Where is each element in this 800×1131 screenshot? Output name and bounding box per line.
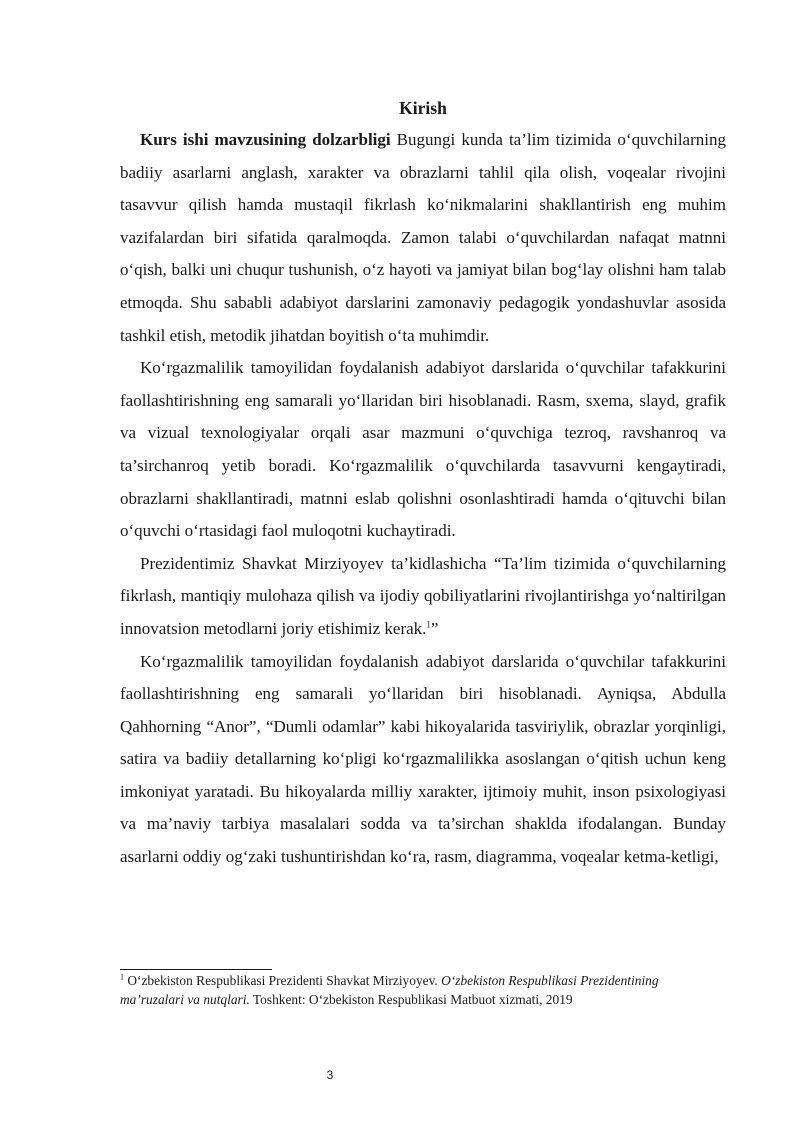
paragraph-president-quote — [120, 548, 726, 646]
page-number: 3 — [326, 1068, 334, 1082]
paragraph-qahhor-stories — [120, 646, 726, 874]
paragraph-text: Ko‘rgazmalilik tamoyilidan foydalanish adabiyot darslarida o‘quvchilar tafakkurini faollashtirishning eng samarali yo‘llaridan biri hisoblanadi. Ayniqsa, Abdulla Qahhorning “Anor”, “Dumli odamlar” kabi hikoyalarida tasviriylik, obrazlar yorqinligi, satira va badiiy detallarning ko‘pligi ko‘rgazmalilikka asoslangan o‘qitish uchun keng imkoniyat yaratadi. Bu hikoyalarda milliy xarakter, ijtimoiy muhit, inson psixologiyasi va ma’naviy tarbiya masalalari sodda va ta’sirchan shaklda ifodalangan. Bunday asarlarni oddiy og‘zaki tushuntirishdan ko‘ra, rasm, diagramma, voqealar ketma-ketligi, — [120, 651, 726, 867]
paragraph-lead: Kurs ishi mavzusining dolzarbligi — [140, 130, 391, 149]
footnote-divider — [120, 969, 272, 970]
footnote-author: O‘zbekiston Respublikasi Prezidenti Shavkat Mirziyoyev. — [124, 973, 442, 988]
paragraph-text: Ko‘rgazmalilik tamoyilidan foydalanish adabiyot darslarida o‘quvchilar tafakkurini faollashtirishning eng samarali yo‘llaridan biri hisoblanadi. Rasm, sxema, slayd, grafik va vizual texnologiyalar orqali asar mazmuni o‘quvchiga tezroq, ravshanroq va ta’sirchanroq yetib boradi. Ko‘rgazmalilik o‘quvchilarda tasavvurni kengaytiradi, obrazlarni shakllantiradi, matnni eslab qolishni osonlashtiradi hamda o‘qituvchi bilan o‘quvchi o‘rtasidagi faol muloqotni kuchaytiradi. — [120, 358, 726, 541]
footnote-number: 1 — [120, 972, 124, 982]
footnote-work-title: O‘zbekiston Respublikasi Prezidentining ma’ruzalari va nutqlari. — [120, 973, 659, 1007]
paragraph-text: Prezidentimiz Shavkat Mirziyoyev ta’kidlashicha “Ta’lim tizimida o‘quvchilarning fikrlash, mantiqiy mulohaza qilish va ijodiy qobiliyatlarini rivojlantirishga yo‘naltirilgan innovatsion metodlarni joriy etishimiz kerak. — [120, 553, 726, 638]
paragraph-text: Bugungi kunda ta’lim tizimida o‘quvchilarning badiiy asarlarni anglash, xarakter va obrazlarni tahlil qila olish, voqealar rivojini tasavvur qilish hamda mustaqil fikrlash ko‘nikmalarini shakllantirish eng muhim vazifalardan biri sifatida qaralmoqda. Zamon talabi o‘quvchilardan nafaqat matnni o‘qish, balki uni chuqur tushunish, o‘z hayoti va jamiyat bilan bog‘lay olishni ham talab etmoqda. Shu sababli adabiyot darslarini zamonaviy pedagogik yondashuvlar asosida tashkil etish, metodik jihatdan boyitish o‘ta muhimdir. — [120, 130, 726, 345]
paragraph-visual-principle — [120, 352, 726, 548]
section-title: Kirish — [399, 98, 447, 118]
paragraph-relevance — [120, 124, 726, 352]
footnote-publisher: Toshkent: O‘zbekiston Respublikasi Matbuot xizmati, 2019 — [249, 991, 573, 1007]
quote-closing-mark: ” — [430, 618, 439, 638]
footnote — [120, 972, 700, 1009]
footnote-reference[interactable]: 1 — [426, 619, 431, 630]
body-text — [120, 124, 726, 874]
